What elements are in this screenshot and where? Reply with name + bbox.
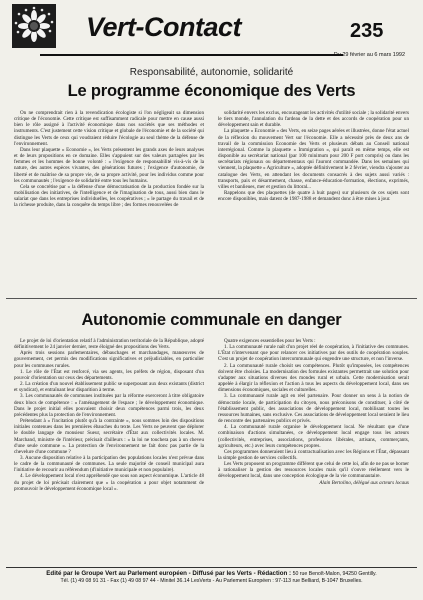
article-economie-column-2 <box>218 110 409 292</box>
paragraph: 4. Le développement local n'est appréhendé que sous son aspect économique. L'article 48 du projet de loi précisait clairement que « la coopération a pour objet notamment de promouvoir le développement économique local ». <box>14 473 204 492</box>
paragraph: Dans leur plaquette « Economie », les Verts présentent les grands axes de leurs analyses et de leurs propositions en ce domaine. Elles s'appuient sur des valeurs partagées par les femmes et les hommes de bonne volonté : « l'exigence de responsabilité vis-à-vis de la nature, des autres espèces vivantes, des générations futures ; l'exigence d'autonomie, de liberté et de maîtrise de sa propre vie, de sa propre activité, pour les individus comme pour les communautés ; l'exigence de solidarité entre tous les humains. <box>14 146 204 184</box>
paragraph: 3. La communauté rurale agit en réel partenaire. Pour donner un sens à la notion de démocratie locale, de participation du citoyen, nous préconisons de constituer, à côté de l'établissement public, des associations de développement local, mobilisant toutes les ressources humaines, sans exclusive. Ces associations de développement local seraient le lieu de rencontre des partenaires publics et privés. <box>218 393 409 425</box>
section-divider <box>6 298 417 299</box>
paragraph: La plaquette « Economie » des Verts, en seize pages aérées et illustrées, donne l'état actuel de la réflexion du mouvement Vert sur l'économie. Elle a nécessité près de deux ans de travail de la commission Economie des Verts et plusieurs débats au Conseil national interrégional. Comme la plaquette « Immigration », qui paraît en même temps, elle est disponible au secrétariat national (par 100 minimum pour 200 F port compris) ou dans les secrétariats régionaux ou départementaux qui l'auront commandée. Dans les semaines qui viennent, la plaquette « Agriculture », adoptée définitivement le 2 février, viendra s'ajouter au catalogue des Verts, en attendant les documents consacrés à des sujets aussi variés : transports, paix et désarmement, chasse, enfance-éducation-formation, élections, exprimés, villes et banlieues, mer et gestion du littoral... <box>218 128 409 190</box>
paragraph: Le projet de loi d'orientation relatif à l'administration territoriale de la République, adopté définitivement le 24 janvier dernier, reste éloigné des propositions des Verts. <box>14 338 204 351</box>
paragraph: Les Verts proposent un programme différent que celui de cette loi, afin de ne pas se borner à rationaliser la gestion des ressources locales mais qu'il s'ouvre réellement vers le développement local, dans une conception écologique de la vie communautaire. <box>218 461 409 480</box>
article-autonomie-column-2 <box>218 338 409 564</box>
paragraph: Rappelons que des plaquettes (de quatre à huit pages) sur plusieurs de ces sujets sont encore disponibles, mais datent de 1987-1988 et demandent donc à être mises à jour. <box>218 190 409 203</box>
paragraph: 3. Les communautés de communes instituées par la réforme exerceront à titre obligatoire deux blocs de compétence : « l'aménagement de l'espace ; le développement économique. Dans le projet initial elles pouvaient choisir deux compétences parmi trois, les deux précédentes plus la protection de l'environnement. <box>14 393 204 418</box>
paragraph: Ces programmes donneraient lieu à contractualisation avec les Régions et l'État, dépassant la simple gestion de services collectifs. <box>218 448 409 461</box>
article-headline-autonomie: Autonomie communale en danger <box>81 311 342 329</box>
paragraph: Prétendant à « l'incitation plutôt qu'à la contrainte », nous sommes loin des dispositions initiales contenues dans les premières ébauches du texte. Les Verts ne peuvent que déplorer le double langage de monsieur Sueur, secrétaire d'État aux collectivités locales. M. Marchand, ministre de l'intérieur, précisait d'ailleurs : « la loi ne touchera pas à un cheveu d'une seule commune ». La protection de l'environnement ne fait donc pas partie de la chevelure d'une commune ? <box>14 418 204 455</box>
footer-address: 50 rue Benoît-Malon, 94250 Gentilly. <box>292 571 377 577</box>
sunflower-logo-icon <box>12 4 56 48</box>
footer-publisher-line <box>8 570 415 577</box>
paragraph: 2. La communauté rurale choisit ses compétences. Plutôt qu'imposées, les compétences doivent être choisies. La modernisation des formules existantes permettrait une solution pour s'adapter aux situations diverses des mondes rural et urbain. Cette modernisation serait appelée à élargir la réflexion et l'action à tous les aspects du développement local, dans ses dimensions économiques, sociales et culturelles. <box>218 362 409 394</box>
paragraph: On ne comprendrait rien à la revendication écologiste si l'on négligeait sa dimension critique de l'économie. Cette critique est suffisamment radicale pour mettre en cause aussi bien le rôle assigné à l'activité économique dans nos sociétés que ses méthodes et instruments. C'est justement cette vision critique et globale de l'économie et de la société qui distingue les Verts de ceux qui voudraient réduire l'écologie au seul thème de la défense de l'environnement. <box>14 110 204 147</box>
paragraph: 1. La communauté rurale naît d'un projet réel de coopération, à l'initiative des communes. L'État n'intervenant que pour relancer ces initiatives par des outils de coopération souples. C'est un projet de coopération intercommunale qui engendre une structure, et non l'inverse. <box>218 344 409 363</box>
article-autonomie-column-1 <box>14 338 204 564</box>
footer-publisher: Édité par le Groupe Vert au Parlement européen - Diffusé par les Verts - Rédaction : <box>46 570 292 577</box>
footer-rule <box>6 567 417 568</box>
paragraph: 2. La création d'un nouvel établissement public se superposant aux deux existants (district et syndicat), et entraînant leur disparition à terme. <box>14 381 204 394</box>
paragraph: 1. Le rôle de l'État est renforcé, via ses agents, les préfets de région, disposant d'un pouvoir d'orientation sur ceux des départements. <box>14 368 204 381</box>
paragraph: solidarité envers les exclus, encourageant les activités d'utilité sociale ; la solidarité envers le tiers monde, l'annulation du fardeau de la dette et des accords de coopération pour un développement sain et durable. <box>218 110 409 129</box>
paragraph: 4. La communauté rurale organise le développement local. Ne résultant que d'une combinaison d'actions simultanées, ce développement local engage tous les acteurs (collectivités, entreprises, associations, professions libérales, artisans, commerçants, agriculteurs, etc.) avec leurs compétences propres. <box>218 424 409 449</box>
paragraph: Quatre exigences essentielles pour les Verts : <box>224 338 316 344</box>
paragraph: Cela se concrétise par « la défense d'une démocratisation de la production fondée sur la mobilisation des initiatives, de l'intelligence et de l'imagination de tous, aussi bien dans le salariat que dans les entreprises individuelles, les coopératives ; » le partage du travail et de la richesse produite, dans la conquête du temps libre ; des formes renouvelées de <box>14 183 204 209</box>
footer-contact-line: Tél. (1) 49 08 91 31 - Fax (1) 49 08 97 44 - Minitel 36.14 LesVerts - Au Parlement Européen : 97-113 rue Belliard, B-1047 Bruxelles. <box>60 578 363 584</box>
author-signature: Alain Bertolino, délégué aux acteurs locaux <box>319 479 409 486</box>
paragraph: 3. Aucune disposition relative à la participation des populations locales n'est prévue dans le cadre de la communauté de communes. La seule majorité de conseil municipal aura l'initiative de recourir au référendum (d'initiative municipale et non populaire). <box>14 454 204 474</box>
article-kicker: Responsabilité, autonomie, solidarité <box>129 67 294 78</box>
issue-number: 235 <box>350 20 384 42</box>
issue-date: Du 29 février au 6 mars 1992 <box>333 52 405 58</box>
paragraph: Après trois sessions parlementaires, débauchages et marchandages, manœuvres de gouvernement, cet permis des modifications significatives et préjudiciables, en particulier pour les communes rurales. <box>14 350 204 369</box>
masthead-rule <box>40 54 343 56</box>
masthead-title: Vert-Contact <box>86 12 242 42</box>
article-headline-economie: Le programme économique des Verts <box>67 82 356 100</box>
article-economie-column-1 <box>14 110 204 292</box>
